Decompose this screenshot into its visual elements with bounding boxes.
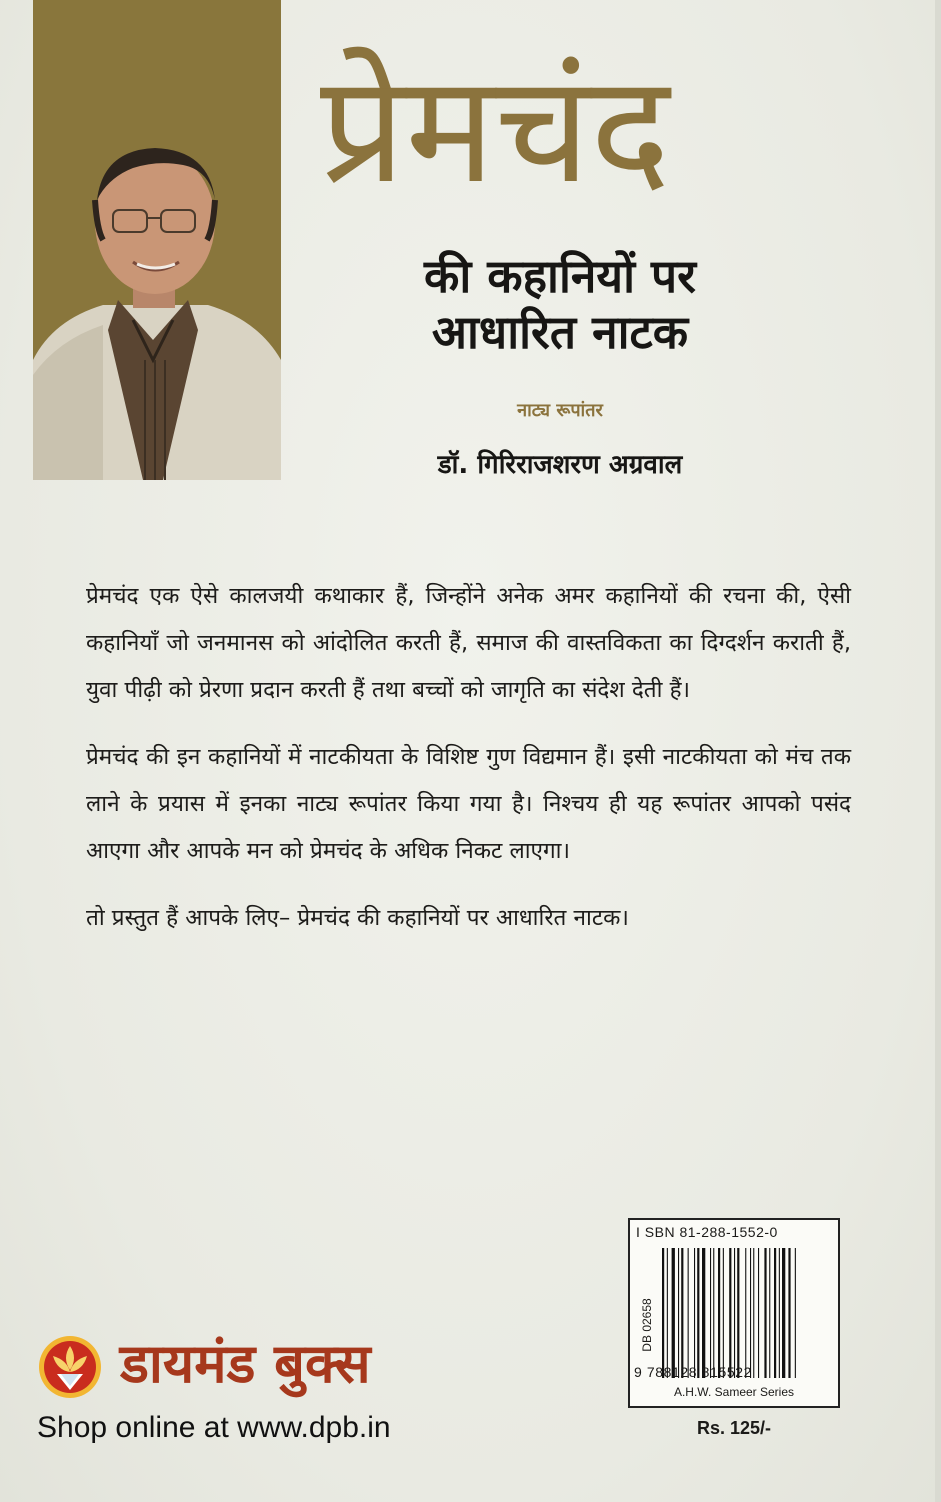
db-code-text: DB 02658 xyxy=(640,1298,654,1352)
barcode-bar xyxy=(795,1248,796,1378)
barcode-bar xyxy=(702,1248,705,1378)
subtitle-line-2: आधारित नाटक xyxy=(431,305,689,359)
author-portrait xyxy=(33,0,281,480)
blurb-paragraph-2: प्रेमचंद की इन कहानियों में नाटकीयता के विशिष्ट गुण विद्यमान हैं। इसी नाटकीयता को मंच तक लाने के प्रयास में इनका नाट्य रूपांतर किया गया है। निश्चय ही यह रूपांतर आपको पसंद आएगा और आपके मन को प्रेमचंद के अधिक निकट लाएगा। xyxy=(86,744,851,864)
series-name: A.H.W. Sameer Series xyxy=(673,1385,795,1399)
author-name: डॉ. गिरिराजशरण अग्रवाल xyxy=(437,450,683,480)
blurb-paragraph-1: प्रेमचंद एक ऐसे कालजयी कथाकार हैं, जिन्होंने अनेक अमर कहानियों की रचना की, ऐसी कहानियाँ जो जनमानस को आंदोलित करती हैं, समाज की वास्तविकता का दिग्दर्शन कराती हैं, युवा पीढ़ी को प्रेरणा प्रदान करती हैं तथा बच्चों को जागृति का संदेश देती हैं। xyxy=(86,583,851,703)
barcode-bar xyxy=(769,1248,770,1378)
isbn-barcode xyxy=(628,1218,840,1408)
barcode-bar xyxy=(672,1248,675,1378)
book-subtitle xyxy=(300,248,820,360)
barcode-bar xyxy=(688,1248,689,1378)
shop-online-text: Shop online at www.dpb.in xyxy=(37,1411,391,1444)
barcode-bar xyxy=(734,1248,735,1378)
db-code-vertical xyxy=(640,1280,654,1370)
barcode-bar xyxy=(681,1248,683,1378)
lotus-logo-icon xyxy=(37,1334,103,1400)
ean-digits: 9 788128 815522 xyxy=(634,1364,752,1380)
barcode-bar xyxy=(718,1248,720,1378)
barcode-bar xyxy=(758,1248,759,1378)
barcode-bar xyxy=(662,1248,664,1378)
barcode-bars xyxy=(658,1248,836,1378)
barcode-bar xyxy=(782,1248,785,1378)
author-photo xyxy=(33,0,281,480)
barcode-bar xyxy=(667,1248,668,1378)
barcode-bar xyxy=(753,1248,754,1378)
blurb-text xyxy=(86,573,851,962)
book-title: प्रेमचंद xyxy=(320,43,670,217)
barcode-bar xyxy=(779,1248,780,1378)
barcode-bar xyxy=(764,1248,766,1378)
barcode-bar xyxy=(694,1248,695,1378)
price-label: Rs. 125/- xyxy=(696,1418,772,1438)
adaptation-label: नाट्य रूपांतर xyxy=(517,400,603,421)
barcode-bar xyxy=(774,1248,776,1378)
barcode-bar xyxy=(745,1248,746,1378)
cover-edge xyxy=(935,0,941,1502)
subtitle-line-1: की कहानियों पर xyxy=(424,249,696,303)
barcode-bar xyxy=(723,1248,724,1378)
barcode-bar xyxy=(729,1248,731,1378)
barcode-bar xyxy=(678,1248,679,1378)
barcode-bar xyxy=(697,1248,699,1378)
publisher-name: डायमंड बुक्स xyxy=(120,1332,371,1395)
barcode-bar xyxy=(737,1248,739,1378)
barcode-bar xyxy=(710,1248,711,1378)
blurb-paragraph-3: तो प्रस्तुत हैं आपके लिए– प्रेमचंद की कहानियों पर आधारित नाटक। xyxy=(86,905,629,931)
barcode-bar xyxy=(750,1248,751,1378)
isbn-number: I SBN 81-288-1552-0 xyxy=(636,1224,778,1240)
barcode-bar xyxy=(713,1248,714,1378)
barcode-bar xyxy=(788,1248,790,1378)
